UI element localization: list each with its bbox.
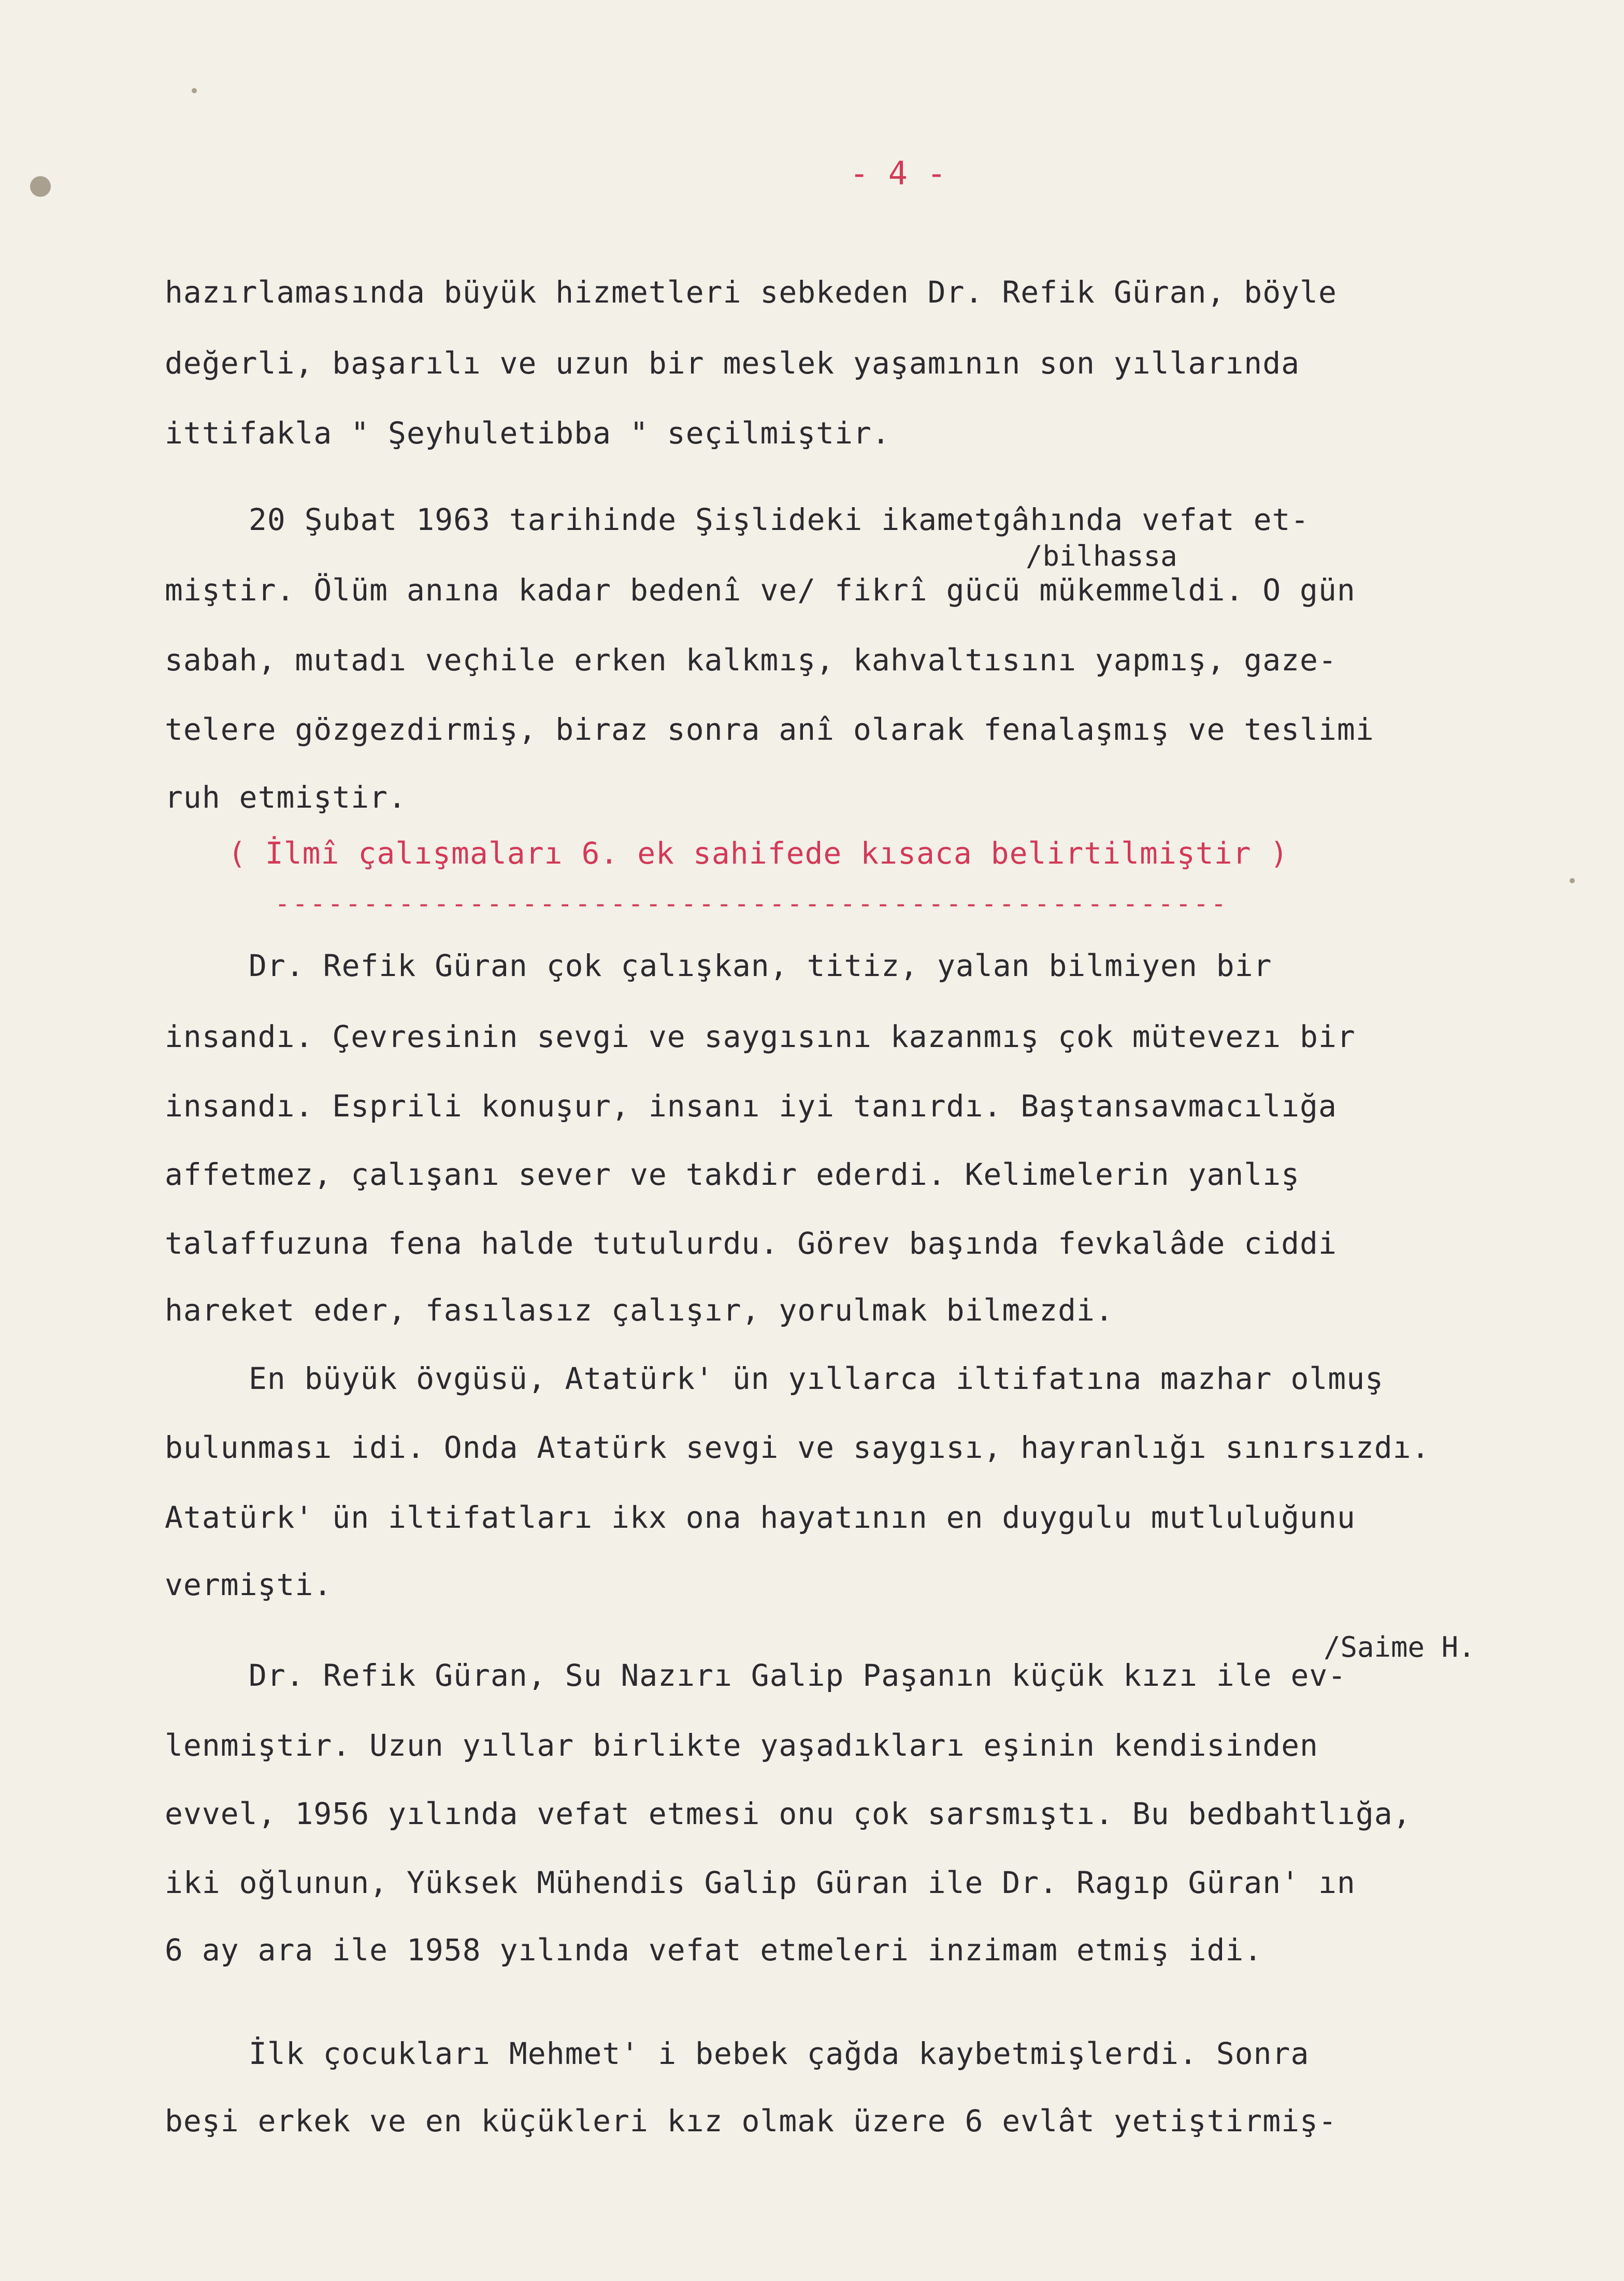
text-line: iki oğlunun, Yüksek Mühendis Galip Güran ile Dr. Ragıp Güran' ın [165, 1865, 1356, 1900]
paper-speck [1570, 878, 1575, 883]
text-line: vermişti. [165, 1567, 333, 1602]
text-line: telere gözgezdirmiş, biraz sonra anî olarak fenalaşmış ve teslimi [165, 712, 1374, 747]
text-line: beşi erkek ve en küçükleri kız olmak üzere 6 evlât yetiştirmiş- [165, 2103, 1337, 2139]
text-line: En büyük övgüsü, Atatürk' ün yıllarca iltifatına mazhar olmuş [249, 1361, 1384, 1396]
text-line: insandı. Çevresinin sevgi ve saygısını kazanmış çok mütevezı bir [165, 1019, 1356, 1054]
text-line: değerli, başarılı ve uzun bir meslek yaşamının son yıllarında [165, 346, 1300, 381]
text-line: 6 ay ara ile 1958 yılında vefat etmeleri inzimam etmiş idi. [165, 1932, 1263, 1968]
text-line: evvel, 1956 yılında vefat etmesi onu çok sarsmıştı. Bu bedbahtlığa, [165, 1796, 1412, 1831]
red-annotation: ( İlmî çalışmaları 6. ek sahifede kısaca belirtilmiştir ) [228, 836, 1289, 871]
text-line: İlk çocukları Mehmet' i bebek çağda kaybetmişlerdi. Sonra [249, 2036, 1310, 2071]
text-line: insandı. Esprili konuşur, insanı iyi tanırdı. Baştansavmacılığa [165, 1088, 1337, 1124]
text-line: hareket eder, fasılasız çalışır, yorulmak bilmezdi. [165, 1293, 1114, 1328]
text-line: bulunması idi. Onda Atatürk sevgi ve saygısı, hayranlığı sınırsızdı. [165, 1430, 1430, 1465]
text-line: ruh etmiştir. [165, 780, 407, 815]
text-line: Atatürk' ün iltifatları ikx ona hayatının en duygulu mutluluğunu [165, 1500, 1356, 1535]
text-line: hazırlamasında büyük hizmetleri sebkeden Dr. Refik Güran, böyle [165, 275, 1337, 310]
text-line: Dr. Refik Güran çok çalışkan, titiz, yalan bilmiyen bir [249, 948, 1272, 983]
text-line: talaffuzuna fena halde tutulurdu. Görev başında fevkalâde ciddi [165, 1226, 1337, 1261]
handwritten-insertion: /Saime H. [1324, 1631, 1475, 1663]
paper-speck [192, 88, 197, 93]
handwritten-insertion: /bilhassa [1026, 540, 1177, 572]
text-line: miştir. Ölüm anına kadar bedenî ve/ fikrî gücü mükemmeldi. O gün [165, 572, 1356, 608]
red-underline: ------------------------------------------------------ [275, 888, 1229, 919]
text-line: Dr. Refik Güran, Su Nazırı Galip Paşanın küçük kızı ile ev- [249, 1658, 1347, 1693]
text-line: affetmez, çalışanı sever ve takdir ederdi. Kelimelerin yanlış [165, 1157, 1300, 1192]
page-number: - 4 - [850, 154, 946, 192]
text-line: 20 Şubat 1963 tarihinde Şişlideki ikametgâhında vefat et- [249, 502, 1310, 537]
text-line: ittifakla " Şeyhuletibba " seçilmiştir. [165, 415, 890, 451]
text-line: lenmiştir. Uzun yıllar birlikte yaşadıkları eşinin kendisinden [165, 1728, 1318, 1763]
paper-stain [30, 176, 51, 197]
text-line: sabah, mutadı veçhile erken kalkmış, kahvaltısını yapmış, gaze- [165, 642, 1337, 678]
